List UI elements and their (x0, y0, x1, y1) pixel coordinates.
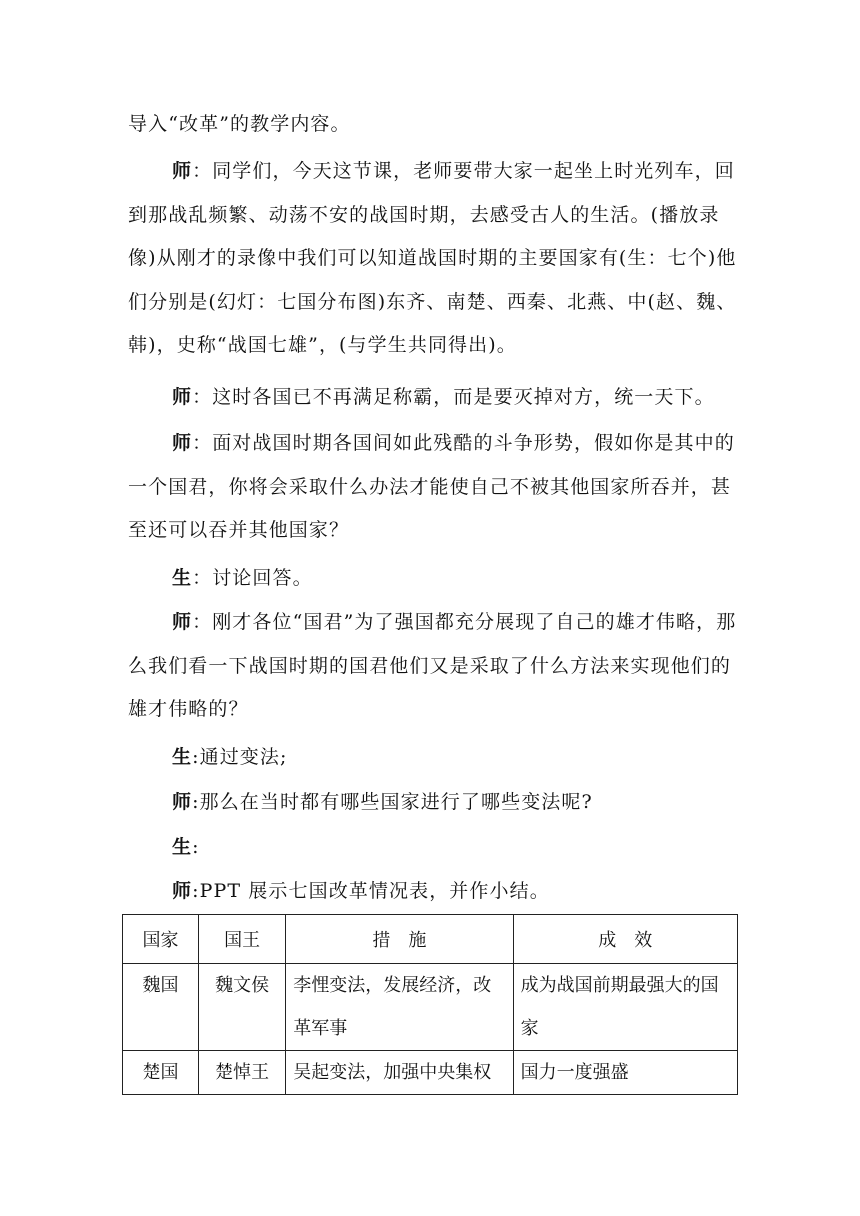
paragraph-teacher-6 (128, 870, 738, 914)
cell-measure: 李悝变法，发展经济，改革军事 (286, 964, 513, 1051)
speaker-label: 师 (172, 791, 193, 813)
speaker-label: 生 (172, 836, 193, 858)
paragraph-student-1 (128, 557, 738, 601)
table-header-row (123, 915, 738, 964)
cell-measure: 吴起变法，加强中央集权 (286, 1051, 513, 1095)
header-measures: 措 施 (286, 915, 513, 964)
paragraph-teacher-2 (128, 376, 738, 420)
speaker-label: 生 (172, 567, 193, 589)
header-effects: 成 效 (513, 915, 737, 964)
paragraph-text: :通过变法; (192, 746, 288, 768)
paragraph-text: ：面对战国时期各国间如此残酷的斗争形势，假如你是其中的一个国君，你将会采取什么办法才能使自己不被其他国家所吞并，甚至还可以吞并其他国家？ (128, 432, 735, 541)
paragraph-student-3 (128, 826, 738, 870)
paragraph-text: :那么在当时都有哪些国家进行了哪些变法呢? (192, 791, 593, 813)
paragraph-text: :PPT 展示七国改革情况表，并作小结。 (192, 880, 550, 902)
paragraph-text: ：这时各国已不再满足称霸，而是要灭掉对方，统一天下。 (192, 386, 715, 408)
paragraph-teacher-4 (128, 601, 738, 732)
cell-effect: 国力一度强盛 (513, 1051, 737, 1095)
cell-country: 魏国 (123, 964, 199, 1051)
table-row (123, 964, 738, 1051)
paragraph-teacher-5 (128, 781, 738, 825)
speaker-label: 师 (172, 386, 193, 408)
header-king: 国王 (199, 915, 286, 964)
speaker-label: 生 (172, 746, 193, 768)
speaker-label: 师 (172, 432, 193, 454)
reform-table (122, 914, 738, 1095)
header-country: 国家 (123, 915, 199, 964)
cell-country: 楚国 (123, 1051, 199, 1095)
paragraph-student-2 (128, 736, 738, 780)
paragraph-text: ：讨论回答。 (192, 567, 313, 589)
cell-king: 魏文侯 (199, 964, 286, 1051)
speaker-label: 师 (172, 611, 193, 633)
cell-effect: 成为战国前期最强大的国家 (513, 964, 737, 1051)
paragraph-text: ：同学们，今天这节课，老师要带大家一起坐上时光列车，回到那战乱频繁、动荡不安的战国时期，去感受古人的生活。(播放录像)从刚才的录像中我们可以知道战国时期的主要国家有(生：七个)他们分别是(幻灯：七国分布图)东齐、南楚、西秦、北燕、中(赵、魏、韩)，史称“战国七雄”，(与学生共同得出)。 (128, 160, 737, 356)
cell-king: 楚悼王 (199, 1051, 286, 1095)
paragraph-text: 导入“改革”的教学内容。 (128, 113, 351, 135)
paragraph-text: ：刚才各位“国君”为了强国都充分展现了自己的雄才伟略，那么我们看一下战国时期的国君他们又是采取了什么方法来实现他们的雄才伟略的？ (128, 611, 737, 720)
paragraph-intro (128, 103, 738, 147)
paragraph-teacher-1 (128, 150, 738, 368)
speaker-label: 师 (172, 160, 193, 182)
paragraph-teacher-3 (128, 422, 738, 553)
speaker-label: 师 (172, 880, 193, 902)
table-row (123, 1051, 738, 1095)
paragraph-text: : (192, 836, 200, 858)
